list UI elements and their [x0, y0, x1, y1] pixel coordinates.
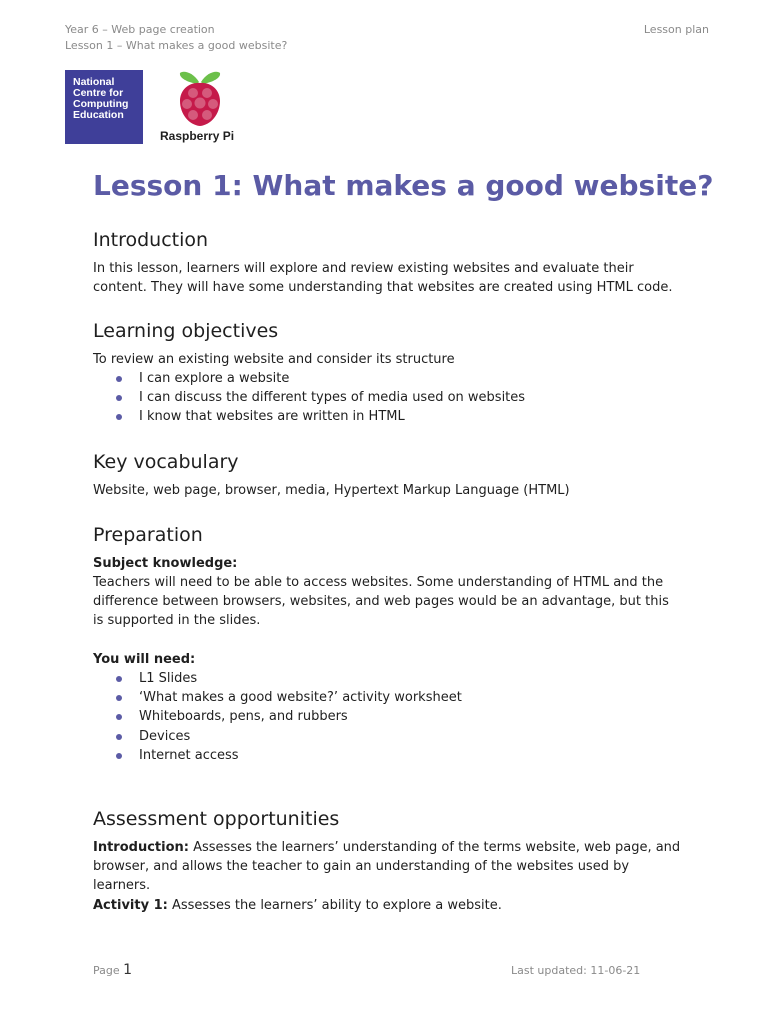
- bullet-icon: [116, 734, 122, 740]
- bullet-icon: [116, 676, 122, 682]
- resource-item: [93, 669, 462, 688]
- footer-last-updated: Last updated: 11-06-21: [511, 964, 641, 977]
- footer-page-label: Page: [93, 964, 124, 977]
- assessment-introduction-line: Assesses the learners’ understanding of the terms website, web page, and: [188, 840, 681, 855]
- introduction-line: In this lesson, learners will explore and review existing websites and evaluate their: [93, 261, 634, 276]
- subject-knowledge-line: difference between browsers, websites, and web pages would be an advantage, but this: [93, 594, 669, 610]
- resource-item-text: Devices: [139, 728, 191, 744]
- assessment-activity-label: Activity 1:: [93, 897, 168, 913]
- objective-item-text: I know that websites are written in HTML: [139, 409, 405, 425]
- subject-knowledge-line: Teachers will need to be able to access websites. Some understanding of HTML and the: [93, 575, 664, 590]
- resource-item: [93, 688, 462, 707]
- bullet-icon: [116, 714, 122, 720]
- raspberry-icon: [175, 68, 225, 128]
- raspberry-pi-logo: [160, 68, 242, 148]
- preparation-heading: Preparation: [93, 524, 203, 546]
- bullet-icon: [116, 695, 122, 701]
- ncce-logo-line: National: [73, 76, 115, 88]
- resource-item-text: ‘What makes a good website?’ activity worksheet: [139, 690, 462, 706]
- subject-knowledge-line: is supported in the slides.: [93, 613, 261, 629]
- ncce-logo-line: Centre for: [73, 87, 124, 99]
- bullet-icon: [116, 753, 122, 759]
- bullet-icon: [116, 414, 122, 420]
- footer-page: [93, 962, 132, 978]
- bullet-icon: [116, 376, 122, 382]
- introduction-text: [93, 259, 703, 297]
- objective-item-text: I can discuss the different types of media used on websites: [139, 390, 526, 406]
- ncce-logo-line: Computing: [73, 98, 129, 110]
- resource-item-text: Whiteboards, pens, and rubbers: [139, 709, 348, 725]
- resource-item: [93, 727, 462, 746]
- assessment-introduction-line: learners.: [93, 878, 151, 894]
- subject-knowledge-label: Subject knowledge:: [93, 556, 238, 571]
- assessment-heading: Assessment opportunities: [93, 808, 340, 830]
- resource-item: [93, 707, 462, 726]
- objectives-heading: Learning objectives: [93, 320, 279, 342]
- ncce-logo: [65, 70, 143, 144]
- page-title: Lesson 1: What makes a good website?: [93, 169, 714, 202]
- footer-page-number: 1: [123, 962, 133, 978]
- assessment-activity-text: Assesses the learners’ ability to explore a website.: [167, 897, 502, 913]
- resource-item-text: Internet access: [139, 747, 239, 763]
- resource-item-text: L1 Slides: [139, 671, 198, 686]
- subject-knowledge-text: [93, 573, 703, 631]
- objective-item: [93, 369, 525, 388]
- header-doc-type: Lesson plan: [643, 23, 709, 36]
- vocabulary-heading: Key vocabulary: [93, 451, 239, 473]
- assessment-introduction: [93, 838, 703, 915]
- you-will-need-label: You will need:: [93, 652, 196, 667]
- header-lesson: Lesson 1 – What makes a good website?: [65, 39, 288, 52]
- objectives-intro: To review an existing website and consider its structure: [93, 352, 455, 367]
- resource-item: [93, 746, 462, 765]
- introduction-line: content. They will have some understanding that websites are created using HTML code.: [93, 280, 673, 296]
- bullet-icon: [116, 395, 122, 401]
- introduction-heading: Introduction: [93, 229, 209, 251]
- ncce-logo-line: Education: [73, 109, 124, 121]
- objective-item: [93, 388, 525, 407]
- header-course: Year 6 – Web page creation: [65, 23, 215, 36]
- assessment-introduction-label: Introduction:: [93, 840, 189, 855]
- objectives-list: [93, 369, 525, 427]
- objective-item-text: I can explore a website: [139, 371, 290, 386]
- vocabulary-text: Website, web page, browser, media, Hypertext Markup Language (HTML): [93, 483, 570, 498]
- objective-item: [93, 407, 525, 426]
- resources-list: [93, 669, 462, 765]
- raspberry-pi-label: Raspberry Pi: [160, 129, 235, 143]
- assessment-introduction-line: browser, and allows the teacher to gain an understanding of the websites used by: [93, 859, 630, 875]
